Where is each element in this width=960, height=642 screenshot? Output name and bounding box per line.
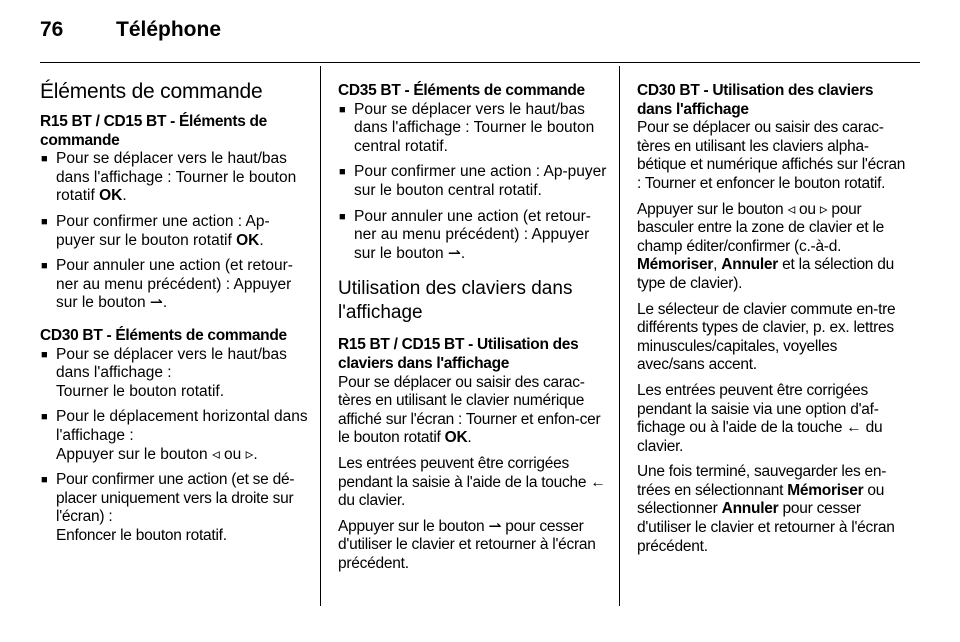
button-name: OK — [444, 429, 468, 447]
list-item — [338, 208, 608, 264]
button-name: Annuler — [721, 500, 779, 518]
bullet-list — [40, 346, 308, 546]
paragraph: Les entrées peuvent être corrigées pendant la saisie à l'aide de la touche ← du clavier. — [338, 454, 606, 510]
item-text: Pour se déplacer vers le haut/bas dans l'affichage : — [56, 345, 287, 382]
item-text: Pour confirmer une action : Ap-puyer sur le bouton rotatif — [56, 212, 270, 249]
bullet-icon: ■ — [41, 215, 48, 228]
list-item — [40, 257, 308, 313]
bullet-icon: ■ — [41, 153, 48, 166]
item-text: Pour se déplacer vers le haut/bas dans l'affichage : Tourner le bouton central rotatif. — [354, 100, 595, 155]
bullet-icon: ■ — [41, 474, 48, 487]
paragraph — [338, 374, 608, 448]
list-item — [40, 408, 308, 464]
paragraph-text: et la sélection du type de clavier). — [637, 256, 894, 292]
item-text: . — [122, 187, 127, 205]
bullet-list — [40, 150, 308, 313]
button-name: Annuler — [721, 256, 779, 274]
paragraph: Appuyer sur le bouton ⇀ pour cesser d'utiliser le clavier et retourner à l'écran précédent. — [338, 517, 596, 572]
subsection-title: R15 BT / CD15 BT - Utilisation des claviers dans l'affichage — [338, 336, 579, 372]
paragraph: Le sélecteur de clavier commute en-tre différents types de clavier, p. ex. lettres minuscules/capitales, voyelles avec/sans accent. — [637, 300, 896, 374]
button-name: Mémoriser — [637, 256, 714, 274]
column-divider — [320, 66, 321, 606]
item-text: Tourner le bouton rotatif. — [56, 382, 225, 400]
paragraph — [637, 463, 907, 556]
column-1 — [40, 68, 308, 552]
column-3 — [637, 68, 907, 563]
section-heading: Éléments de commande — [40, 80, 263, 103]
list-item — [40, 150, 308, 206]
list-item — [40, 346, 308, 402]
list-item — [338, 101, 608, 157]
section-heading: Utilisation des claviers dans l'affichage — [338, 278, 573, 324]
item-text: Pour annuler une action (et retour-ner au menu précédent) : Appuyer sur le bouton ⇀. — [354, 207, 591, 262]
subsection-title: CD30 BT - Éléments de commande — [40, 326, 287, 344]
paragraph-text: ou sélectionner — [637, 481, 885, 518]
paragraph-text: Une fois terminé, sauvegarder les en-trées en sélectionnant — [637, 463, 887, 499]
bullet-icon: ■ — [41, 411, 48, 424]
list-item — [40, 471, 308, 545]
paragraph-text: Appuyer sur le bouton ◃ ou ▹ pour basculer entre la zone de clavier et le champ éditer/confirmer (c.-à-d. — [637, 200, 885, 255]
paragraph: Les entrées peuvent être corrigées pendant la saisie via une option d'af-fichage ou à l'aide de la touche ← du clavier. — [637, 381, 883, 455]
list-item — [40, 213, 308, 250]
item-text: Pour confirmer une action (et se dé-placer uniquement vers la droite sur l'écran) : — [56, 471, 295, 526]
column-divider — [619, 66, 620, 606]
paragraph-text: Pour se déplacer ou saisir des carac-tères en utilisant le clavier numérique affiché sur l'écran : Tourner et enfon-cer le bouton rotatif — [338, 373, 601, 447]
subsection-title: R15 BT / CD15 BT - Éléments de commande — [40, 113, 268, 149]
button-name: OK — [99, 187, 123, 205]
button-name: OK — [236, 231, 260, 249]
subsection-title: CD30 BT - Utilisation des claviers dans l'affichage — [637, 82, 874, 118]
paragraph — [637, 201, 907, 294]
page-title: Téléphone — [116, 18, 222, 41]
bullet-icon: ■ — [41, 348, 48, 361]
button-name: Mémoriser — [787, 481, 864, 499]
subsection-title: CD35 BT - Éléments de commande — [338, 82, 585, 99]
bullet-list — [338, 101, 608, 264]
list-item — [338, 163, 608, 200]
item-text: Pour se déplacer vers le haut/bas dans l'affichage : Tourner le bouton rotatif — [56, 150, 297, 205]
item-text: Pour annuler une action (et retour-ner au menu précédent) : Appuyer sur le bouton ⇀. — [56, 257, 293, 312]
item-text: Pour confirmer une action : Ap-puyer sur le bouton central rotatif. — [354, 163, 607, 199]
bullet-icon: ■ — [339, 210, 346, 223]
header-rule — [40, 62, 920, 63]
paragraph: Pour se déplacer ou saisir des carac-tères en utilisant les claviers alpha-bétique et numérique affichés sur l'écran : Tourner et enfoncer le bouton rotatif. — [637, 119, 906, 192]
item-text: . — [259, 231, 264, 249]
item-text: Pour le déplacement horizontal dans l'affichage : — [56, 408, 308, 444]
paragraph-text: . — [467, 429, 472, 447]
bullet-icon: ■ — [339, 166, 346, 179]
bullet-icon: ■ — [41, 260, 48, 273]
item-text: Enfoncer le bouton rotatif. — [56, 526, 227, 544]
paragraph-text: pour cesser d'utiliser le clavier et retourner à l'écran précédent. — [637, 500, 895, 555]
page-number: 76 — [40, 18, 64, 41]
column-2 — [338, 68, 608, 580]
bullet-icon: ■ — [339, 103, 346, 116]
item-text: Appuyer sur le bouton ◃ ou ▹. — [56, 445, 258, 463]
paragraph-text: , — [713, 256, 722, 274]
